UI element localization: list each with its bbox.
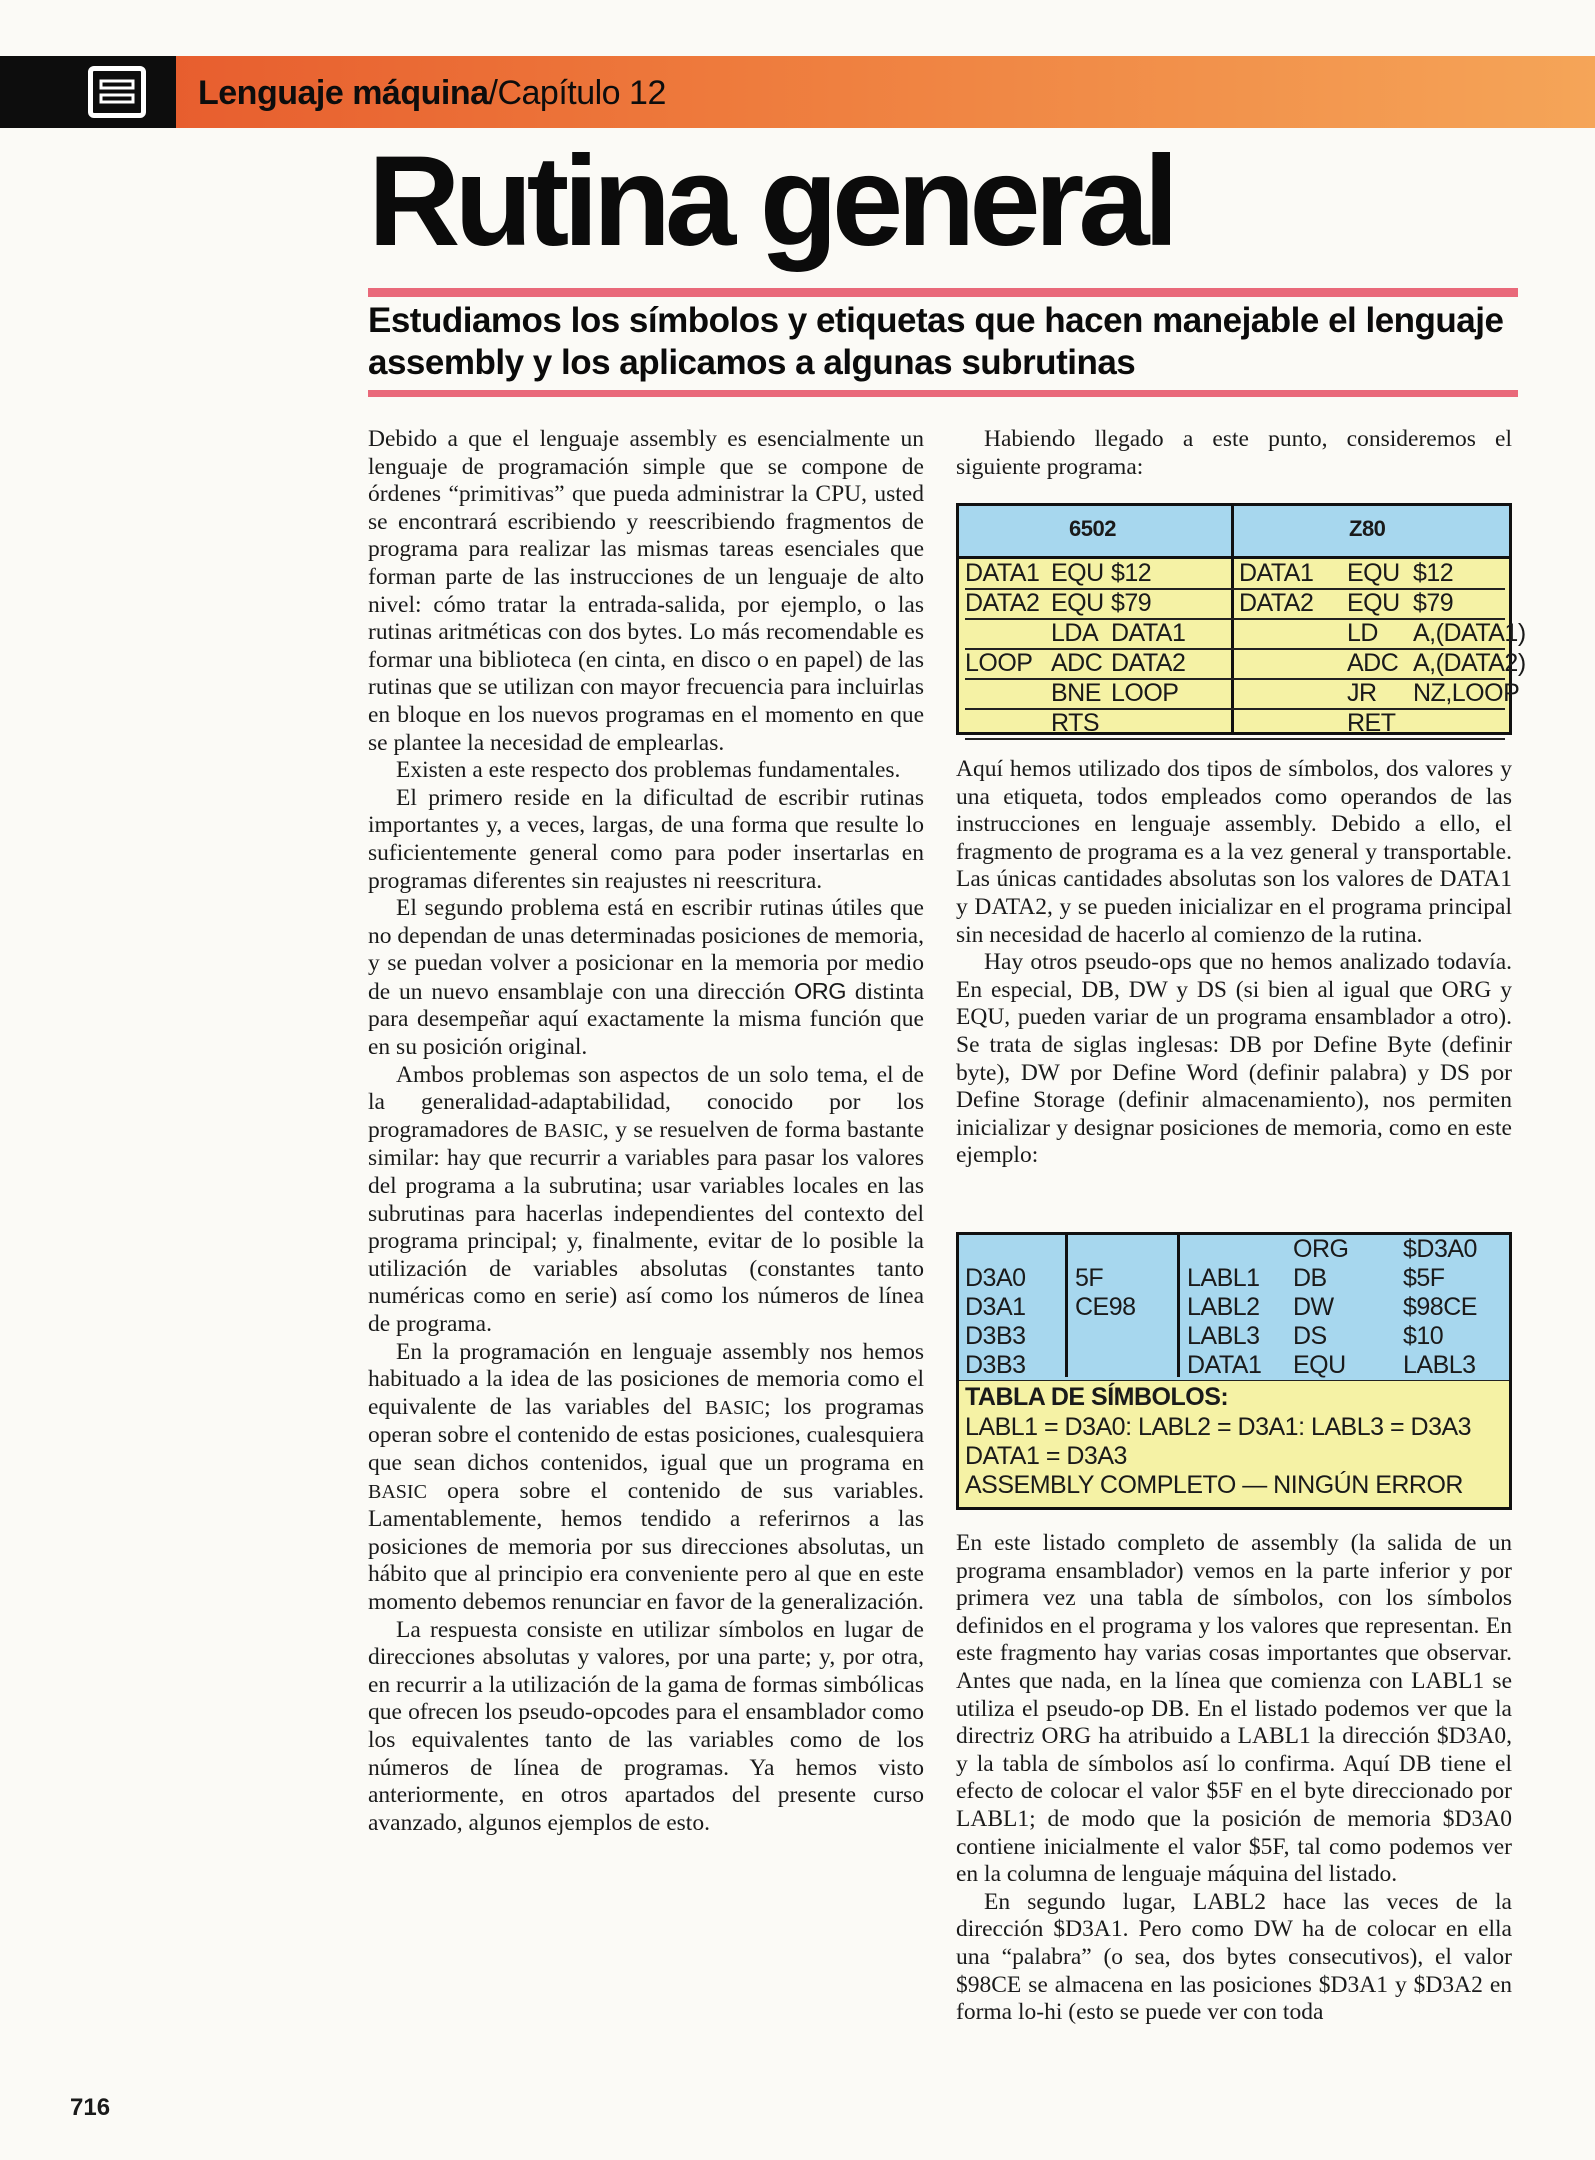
- column-divider: [1177, 1235, 1180, 1377]
- listing-cell: CE98: [1075, 1293, 1136, 1321]
- paragraph: En segundo lugar, LABL2 hace las veces de la dirección $D3A1. Pero como DW ha de colocar en ella una “palabra” (o sea, dos bytes consecutivos), el valor $98CE se almacena en las posiciones $D3A1 y $D3A2 en forma lo-hi (esto se puede ver con toda: [956, 1888, 1512, 2026]
- listing-cell: DS: [1293, 1322, 1327, 1350]
- header-6502: 6502: [1069, 516, 1116, 541]
- paragraph: Debido a que el lenguaje assembly es esencialmente un lenguaje de programación simple que se compone de órdenes “primitivas” que pueda administrar la CPU, usted se encontrará escribiendo y reescribiendo fragmentos de programa para realizar las mismas tareas esenciales que forman parte de las instrucciones de un lenguaje de alto nivel: cómo tratar la entrada-salida, por ejemplo, o las rutinas aritméticas con dos bytes. Lo más recomendable es formar una biblioteca (en cinta, en disco o en papel) de las rutinas que se utilizan con mayor frecuencia para incluirlas en bloque en los nuevos programas en el momento en que se plantee la necesidad de emplearlas.: [368, 426, 924, 756]
- page-number: 716: [70, 2094, 111, 2121]
- code-table-header: [959, 506, 1509, 559]
- column-divider: [1065, 1235, 1068, 1377]
- code-line: [965, 648, 1526, 680]
- code-cell: LOOP: [1111, 679, 1179, 707]
- paragraph: En este listado completo de assembly (la salida de un programa ensamblador) vemos en la parte inferior y por primera vez una tabla de símbolos, con los símbolos definidos en el programa y los valores que representan. En este fragmento hay varias cosas importantes que observar. Antes que nada, en la línea que comienza con LABL1 se utiliza el pseudo-op DB. En el listado podemos ver que la directriz ORG ha atribuido a LABL1 la dirección $D3A0, y la tabla de símbolos así lo confirma. Aquí DB tiene el efecto de colocar el valor $5F en el byte direccionado por LABL1; de modo que la posición de memoria $D3A0 contiene inicialmente el valor $5F, tal como podemos ver en la columna de lenguaje máquina del listado.: [956, 1530, 1512, 1888]
- paragraph: Aquí hemos utilizado dos tipos de símbolos, dos valores y una etiqueta, todos empleados como operandos de las instrucciones en lenguaje assembly. Debido a ello, el fragmento de programa es a la vez general y transportable. Las únicas cantidades absolutas son los valores de DATA1 y DATA2, y se pueden inicializar en el programa principal sin necesidad de hacerlo al comienzo de la rutina.: [956, 756, 1512, 948]
- listing-cell: D3A1: [965, 1293, 1026, 1321]
- listing-row: [959, 1322, 1509, 1353]
- paragraph: Ambos problemas son aspectos de un solo tema, el de la generalidad-adaptabilidad, conocido por los programadores de BASIC, y se resuelven de forma bastante similar: hay que recurrir a variables para pasar los valores del programa a la subrutina; usar variables locales en las subrutinas para hacerlas independientes del contexto del programa principal; y, finalmente, evitar de lo posible la utilización de variables absolutas (constantes tanto numéricas como en serie) así como los números de línea de programa.: [368, 1061, 925, 1337]
- code-cell: ADC: [1051, 649, 1103, 677]
- symbol-table: [959, 1381, 1509, 1507]
- title-divider-top: [368, 288, 1518, 297]
- assembly-listing-table: [956, 1232, 1512, 1510]
- status-line: ASSEMBLY COMPLETO — NINGÚN ERROR: [965, 1471, 1463, 1499]
- code-cell: EQU: [1347, 559, 1400, 587]
- chapter-label: Lenguaje máquina/Capítulo 12: [198, 74, 666, 112]
- listing-cell: LABL2: [1187, 1293, 1260, 1321]
- code-cell: A,(DATA1): [1413, 619, 1526, 647]
- listing-row: [959, 1293, 1509, 1324]
- listing-cell: 5F: [1075, 1264, 1104, 1292]
- listing-cell: DW: [1293, 1293, 1334, 1321]
- listing-cell: $10: [1403, 1322, 1444, 1350]
- listing-cell: $5F: [1403, 1264, 1445, 1292]
- code-cell: DATA2: [965, 589, 1040, 617]
- code-cell: EQU: [1347, 589, 1400, 617]
- symbol-table-title: TABLA DE SÍMBOLOS:: [965, 1383, 1229, 1411]
- code-line: [965, 618, 1526, 650]
- paragraph: Existen a este respecto dos problemas fundamentales.: [396, 757, 901, 784]
- code-cell: EQU: [1051, 559, 1104, 587]
- code-cell: $79: [1111, 589, 1152, 617]
- column-right-bottom: [956, 1530, 1512, 2027]
- code-cell: RET: [1347, 709, 1396, 737]
- code-cell: DATA1: [965, 559, 1040, 587]
- code-cell: EQU: [1051, 589, 1104, 617]
- code-cell: $12: [1413, 559, 1454, 587]
- page-title: Rutina general: [368, 130, 1174, 273]
- listing-cell: LABL1: [1187, 1264, 1260, 1292]
- code-cell: LDA: [1051, 619, 1099, 647]
- code-cell: DATA2: [1111, 649, 1186, 677]
- title-divider-bottom: [368, 390, 1518, 397]
- code-line: [965, 558, 1505, 590]
- listing-cell: LABL3: [1187, 1322, 1260, 1350]
- listing-cell: $98CE: [1403, 1293, 1477, 1321]
- code-cell: A,(DATA2): [1413, 649, 1526, 677]
- listing-row: [959, 1351, 1509, 1382]
- listing-cell: LABL3: [1403, 1351, 1476, 1379]
- code-cell: DATA1: [1239, 559, 1314, 587]
- paragraph: La respuesta consiste en utilizar símbolos en lugar de direcciones absolutas y valores, por una parte; y, por otra, en recurrir a la utilización de la gama de formas simbólicas que ofrecen los pseudo-opcodes para el ensamblador como los equivalentes tanto de las variables como de los números de línea de programas. Ya hemos visto anteriormente, en otros apartados del presente curso avanzado, algunos ejemplos de esto.: [368, 1616, 924, 1836]
- listing-cell: D3B3: [965, 1322, 1026, 1350]
- paragraph: El primero reside en la dificultad de escribir rutinas importantes y, a veces, largas, de una forma que resulte lo suficientemente general como para poder insertarlas en programas diferentes sin reajustes ni reescritura.: [368, 784, 924, 894]
- code-table-6502-z80: [956, 503, 1526, 737]
- column-left: [368, 426, 924, 1837]
- column-right-intro: [956, 426, 1512, 481]
- symbol-line: DATA1 = D3A3: [965, 1442, 1127, 1470]
- listing-cell: DB: [1293, 1264, 1327, 1292]
- code-cell: LOOP: [965, 649, 1033, 677]
- code-cell: DATA1: [1111, 619, 1186, 647]
- paragraph: El segundo problema está en escribir rutinas útiles que no dependan de unas determinadas posiciones de memoria, y se puedan volver a posicionar en la memoria por medio de un nuevo ensamblaje con una dirección ORG distinta para desempeñar aquí exactamente la misma función que en su posición original.: [368, 895, 925, 1061]
- listing-cell: DATA1: [1187, 1351, 1262, 1379]
- code-line: [965, 708, 1505, 740]
- code-cell: RTS: [1051, 709, 1100, 737]
- code-cell: LD: [1347, 619, 1378, 647]
- paragraph: Hay otros pseudo-ops que no hemos analizado todavía. En especial, DB, DW y DS (si bien al igual que ORG y EQU, pueden variar de un programa ensamblador a otro). Se trata de siglas inglesas: DB por Define Byte (definir byte), DW por Define Word (definir palabra) y DS por Define Storage (definir almacenamiento), nos permiten inicializar y designar posiciones de memoria, como en este ejemplo:: [956, 949, 1512, 1169]
- symbol-line: LABL1 = D3A0: LABL2 = D3A1: LABL3 = D3A3: [965, 1413, 1472, 1441]
- paragraph: Habiendo llegado a este punto, consideremos el siguiente programa:: [956, 426, 1512, 480]
- code-cell: ADC: [1347, 649, 1399, 677]
- subtitle: Estudiamos los símbolos y etiquetas que hacen manejable el lenguaje assembly y los aplicamos a algunas subrutinas: [368, 301, 1504, 382]
- listing-cell: EQU: [1293, 1351, 1346, 1379]
- code-cell: DATA2: [1239, 589, 1314, 617]
- code-cell: $79: [1413, 589, 1454, 617]
- listing-cell: $D3A0: [1403, 1235, 1477, 1263]
- paragraph: En la programación en lenguaje assembly nos hemos habituado a la idea de las posiciones de memoria como el equivalente de las variables del BASIC; los programas operan sobre el contenido de estas posiciones, cualesquiera que sean dichos contenidos, igual que un programa en BASIC opera sobre el contenido de sus variables. Lamentablemente, hemos tendido a referirnos a las posiciones de memoria por sus direcciones absolutas, un hábito que al principio era conveniente pero al que en este momento debemos renunciar en favor de la generalización.: [368, 1338, 925, 1615]
- listing-cell: D3B3: [965, 1351, 1026, 1379]
- code-cell: NZ,LOOP: [1413, 679, 1520, 707]
- code-line: [965, 588, 1505, 620]
- listing-cell: D3A0: [965, 1264, 1026, 1292]
- header-z80: Z80: [1349, 516, 1386, 541]
- computer-chip-icon: [88, 66, 146, 118]
- code-line: [965, 678, 1520, 710]
- code-cell: BNE: [1051, 679, 1101, 707]
- listing-row: [959, 1264, 1509, 1295]
- listing-cell: ORG: [1293, 1235, 1349, 1263]
- code-cell: JR: [1347, 679, 1377, 707]
- listing-row: [959, 1235, 1509, 1266]
- code-cell: $12: [1111, 559, 1152, 587]
- column-right-middle: [956, 756, 1512, 1170]
